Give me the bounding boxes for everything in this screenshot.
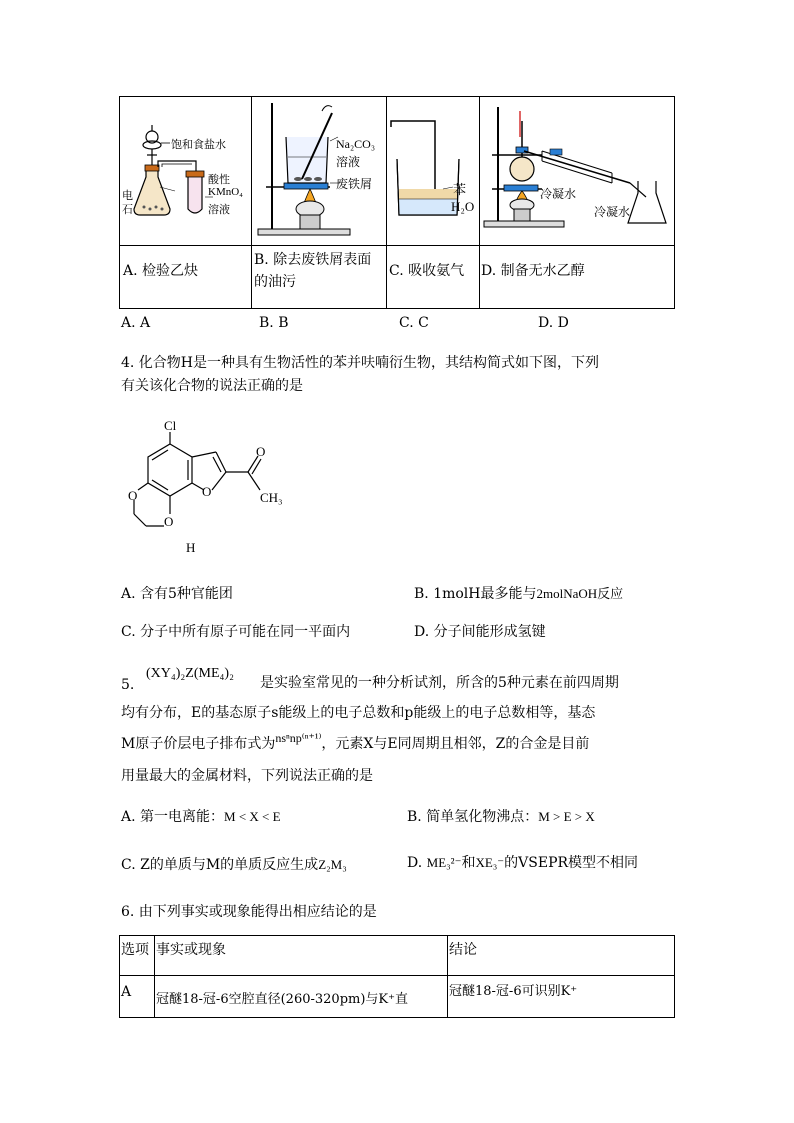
label-na2co3: Na₂CO₃ bbox=[336, 137, 376, 151]
q5-stem-line3-suffix: ，元素X与E同周期且相邻，Z的合金是目前 bbox=[321, 736, 590, 752]
q5-option-c-formula: Z₂M₃ bbox=[318, 857, 347, 872]
label-acid: 酸性 bbox=[208, 173, 230, 186]
q4-option-a: A. 含有5种官能团 bbox=[121, 586, 233, 602]
label-condensate-1: 冷凝水 bbox=[540, 187, 577, 201]
q4-option-b-formula: 2molNaOH反应 bbox=[536, 586, 624, 601]
label-shi: 石 bbox=[122, 203, 133, 216]
q6-row-a-option: A bbox=[121, 984, 132, 1000]
q3-option-a: A. A bbox=[121, 315, 151, 331]
q5-option-c bbox=[121, 855, 347, 875]
q5-stem-line2: 均有分布，E的基态原子s能级上的电子总数和p能级上的电子总数相等，基态 bbox=[121, 705, 596, 721]
q4-stem-line1: 4. 化合物H是一种具有生物活性的苯并呋喃衍生物，其结构简式如下图，下列 bbox=[121, 355, 600, 371]
q5-option-a-prefix: A. 第一电离能： bbox=[121, 809, 225, 825]
q5-option-d-and: 和 bbox=[461, 855, 476, 871]
q4-option-d: D. 分子间能形成氢键 bbox=[414, 624, 546, 640]
q4-option-b bbox=[414, 584, 623, 604]
struct-label-h: H bbox=[186, 540, 196, 555]
q3-option-c: C. C bbox=[399, 315, 429, 331]
apparatus-d-figure bbox=[480, 97, 674, 245]
label-solution-b: 溶液 bbox=[336, 155, 361, 169]
q5-option-d-prefix: D. bbox=[407, 855, 423, 871]
caption-c: C. 吸收氨气 bbox=[389, 263, 465, 279]
q4-stem-line2: 有关该化合物的说法正确的是 bbox=[121, 378, 303, 394]
label-condensate-2: 冷凝水 bbox=[594, 205, 631, 219]
q5-option-b-prefix: B. 简单氢化物沸点： bbox=[407, 809, 539, 825]
struct-o-dioxane-1: O bbox=[128, 488, 138, 503]
struct-ch3: CH₃ bbox=[260, 490, 283, 505]
q6-header-conclusion: 结论 bbox=[449, 942, 477, 958]
label-benzene: 苯 bbox=[453, 183, 467, 198]
q5-stem-line4: 用量最大的金属材料，下列说法正确的是 bbox=[121, 768, 373, 784]
q6-header-fact: 事实或现象 bbox=[156, 942, 226, 958]
label-solution-a: 溶液 bbox=[208, 203, 230, 216]
q5-option-d-suffix: 的VSEPR模型不相同 bbox=[504, 855, 639, 871]
struct-cl: Cl bbox=[164, 418, 177, 433]
q5-stem-line3 bbox=[121, 731, 590, 754]
compound-h-structure bbox=[120, 410, 320, 560]
q5-option-a bbox=[121, 807, 281, 827]
q6-row-a-conclusion: 冠醚18-冠-6可识别K⁺ bbox=[449, 984, 578, 999]
q4-option-c: C. 分子中所有原子可能在同一平面内 bbox=[121, 624, 351, 640]
caption-d: D. 制备无水乙醇 bbox=[481, 263, 585, 279]
caption-b-line2: 的油污 bbox=[254, 274, 296, 290]
caption-a: A. 检验乙炔 bbox=[123, 263, 199, 279]
q4-option-b-prefix: B. 1molH最多能与 bbox=[414, 586, 537, 602]
q6-header-option: 选项 bbox=[121, 942, 149, 958]
q3-option-d: D. D bbox=[538, 315, 569, 331]
q5-stem-line3-prefix: M原子价层电子排布式为 bbox=[121, 736, 276, 752]
q5-option-d bbox=[407, 853, 638, 873]
label-brine: 饱和食盐水 bbox=[171, 138, 226, 151]
struct-o-furan: O bbox=[202, 484, 212, 499]
q5-option-c-prefix: C. Z的单质与M的单质反应生成 bbox=[121, 857, 319, 873]
label-iron-scrap: 废铁屑 bbox=[336, 177, 373, 191]
q5-option-d-formula-1: ME₃²⁻ bbox=[426, 855, 462, 870]
label-dian: 电 bbox=[122, 189, 133, 202]
apparatus-a-figure bbox=[120, 97, 251, 245]
caption-b-line1: B. 除去废铁屑表面 bbox=[254, 252, 372, 268]
q5-option-b-formula: M > E > X bbox=[538, 809, 595, 824]
q5-config-formula: nsⁿnp⁽ⁿ⁺¹⁾ bbox=[275, 731, 322, 745]
label-h2o: H₂O bbox=[451, 199, 475, 214]
struct-o-carbonyl: O bbox=[256, 444, 266, 459]
label-kmno4: KMnO₄ bbox=[208, 186, 244, 198]
apparatus-c-figure bbox=[387, 97, 479, 245]
q3-option-b: B. B bbox=[259, 315, 289, 331]
apparatus-b-figure bbox=[252, 97, 386, 245]
q5-number: 5. bbox=[121, 677, 135, 693]
q6-row-a-fact: 冠醚18-冠-6空腔直径(260-320pm)与K⁺直 bbox=[156, 992, 408, 1007]
q6-stem: 6. 由下列事实或现象能得出相应结论的是 bbox=[121, 904, 377, 920]
q5-option-d-formula-2: XE₃⁻ bbox=[475, 855, 505, 870]
q5-stem-line1: 是实验室常见的一种分析试剂，所含的5种元素在前四周期 bbox=[260, 675, 619, 691]
struct-o-dioxane-2: O bbox=[164, 514, 174, 529]
q5-option-a-formula: M < X < E bbox=[224, 809, 281, 824]
q5-formula: (XY₄)₂Z(ME₄)₂ bbox=[146, 666, 234, 681]
q5-option-b bbox=[407, 807, 595, 827]
